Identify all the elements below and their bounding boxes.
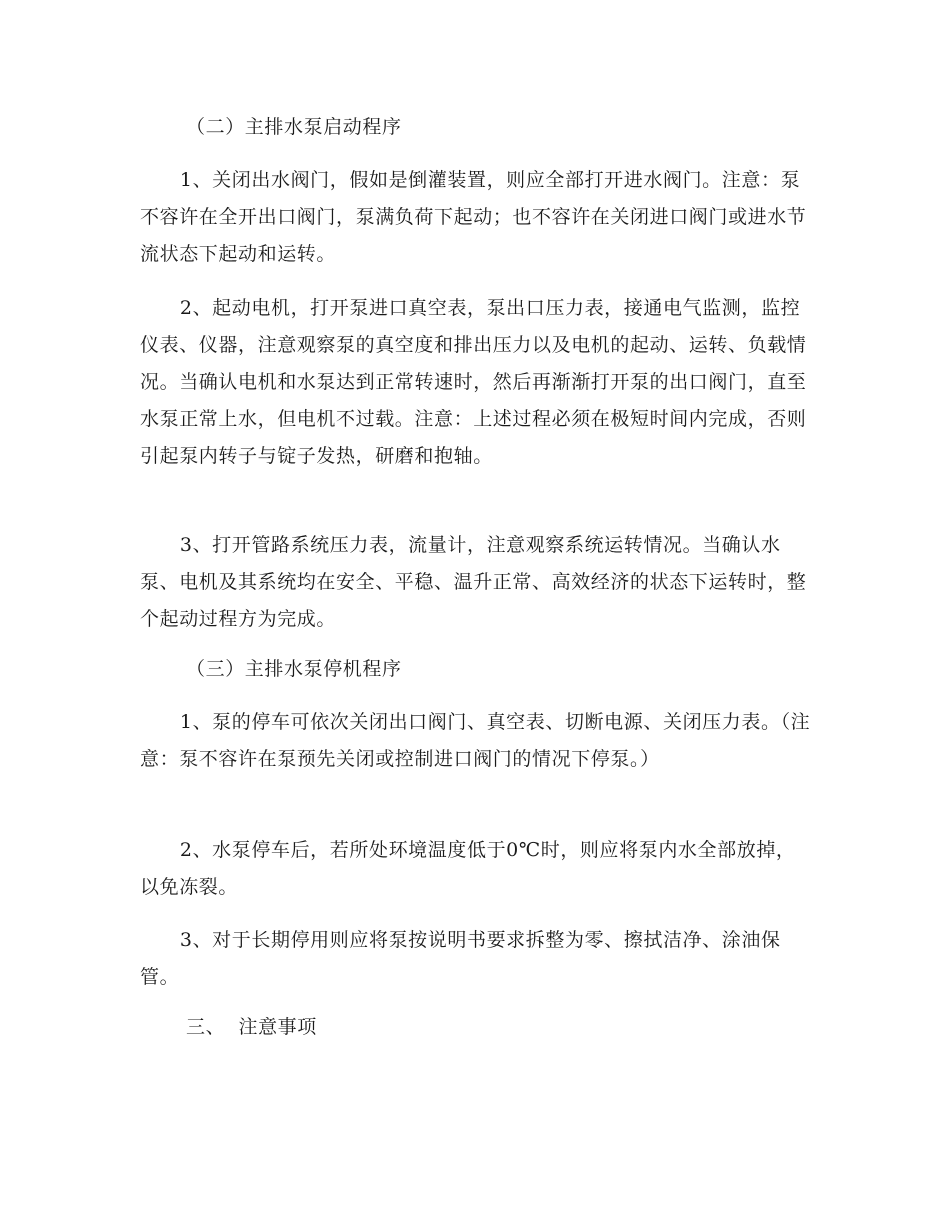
paragraph-startup-1: 1、关闭出水阀门，假如是倒灌装置，则应全部打开进水阀门。注意：泵不容许在全开出口阀门，泵满负荷下起动；也不容许在关闭进口阀门或进水节流状态下起动和运转。 xyxy=(140,169,807,265)
paragraph-startup-2: 2、起动电机，打开泵进口真空表，泵出口压力表，接通电气监测，监控仪表、仪器，注意观察泵的真空度和排出压力以及电机的起动、运转、负载情况。当确认电机和水泵达到正常转速时，然后再渐渐打开泵的出口阀门，直至水泵正常上水，但电机不过载。注意：上述过程必须在极短时间内完成，否则引起泵内转子与锭子发热，研磨和抱轴。 xyxy=(140,297,807,467)
section-heading-precautions: 三、 注意事项 xyxy=(186,1016,317,1038)
paragraph-startup-3: 3、打开管路系统压力表，流量计，注意观察系统运转情况。当确认水泵、电机及其系统均在安全、平稳、温升正常、高效经济的状态下运转时，整个起动过程方为完成。 xyxy=(140,534,807,630)
paragraph-shutdown-3: 3、对于长期停用则应将泵按说明书要求拆整为零、擦拭洁净、涂油保管。 xyxy=(140,929,781,988)
paragraph-shutdown-1: 1、泵的停车可依次关闭出口阀门、真空表、切断电源、关闭压力表。（注意：泵不容许在泵预先关闭或控制进口阀门的情况下停泵。） xyxy=(140,711,811,770)
section-heading-shutdown: （三）主排水泵停机程序 xyxy=(186,658,402,680)
paragraph-shutdown-2: 2、水泵停车后，若所处环境温度低于0℃时，则应将泵内水全部放掉，以免冻裂。 xyxy=(140,839,796,898)
section-heading-startup: （二）主排水泵启动程序 xyxy=(186,116,402,138)
